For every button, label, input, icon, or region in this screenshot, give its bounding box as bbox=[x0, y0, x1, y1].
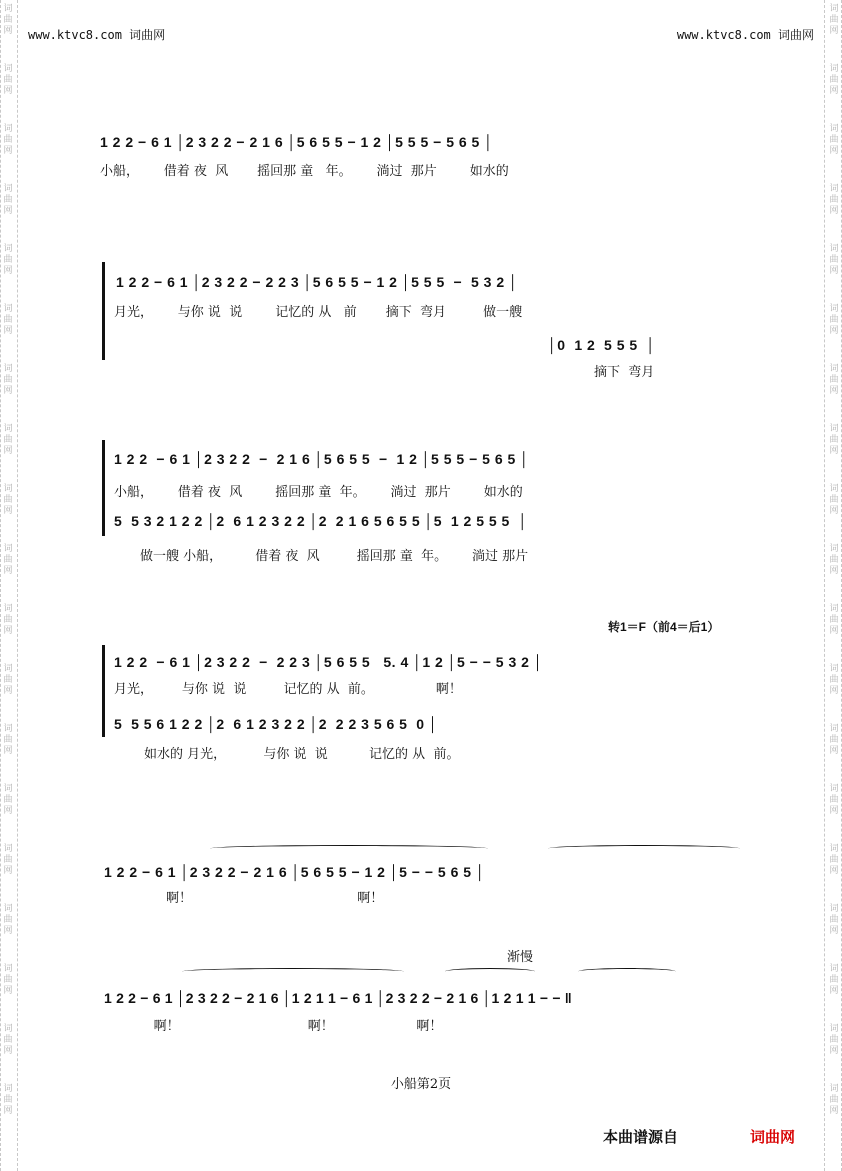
system-3-lyrics-lower: 做一艘 小船， 借着 夜 风 摇回那 童 年。 淌过 那片 bbox=[140, 549, 529, 564]
edge-watermark: 词 曲 网 bbox=[3, 904, 13, 936]
edge-watermark: 词 曲 网 bbox=[3, 244, 13, 276]
header-right[interactable]: www.ktvc8.com 词曲网 bbox=[676, 28, 814, 42]
edge-watermark: 词 曲 网 bbox=[3, 1084, 13, 1116]
edge-watermark: 词 曲 网 bbox=[3, 124, 13, 156]
edge-watermark: 词 曲 网 bbox=[829, 784, 839, 816]
slur-long-5 bbox=[578, 968, 676, 975]
edge-watermark: 词 曲 网 bbox=[829, 184, 839, 216]
edge-watermark: 词 曲 网 bbox=[3, 304, 13, 336]
system-2-lyrics: 月光， 与你 说 说 记忆的 从 前 摘下 弯月 做一艘 bbox=[114, 305, 523, 320]
edge-watermark: 词 曲 网 bbox=[829, 964, 839, 996]
edge-watermark: 词 曲 网 bbox=[3, 424, 13, 456]
source-site-link[interactable]: 词曲网 bbox=[750, 1128, 796, 1146]
system-6-notes: 1 2 2 − 6 1 │2 3 2 2 − 2 1 6 │1 2 1 1 − 6 1 │2 3 2 2 − 2 1 6 │1 2 1 1 − − ‖ bbox=[104, 990, 572, 1006]
edge-watermark: 词 曲 网 bbox=[3, 964, 13, 996]
edge-watermark: 词 曲 网 bbox=[829, 424, 839, 456]
system-4-lyrics: 月光， 与你 说 说 记忆的 从 前。 啊！ bbox=[114, 682, 462, 697]
edge-watermark: 词 曲 网 bbox=[3, 4, 13, 36]
system-4-notes-lower: 5 5 5 6 1 2 2 │2 6 1 2 3 2 2 │2 2 2 3 5 6 5 0 │ bbox=[114, 716, 439, 732]
system-4-lyrics-lower: 如水的 月光， 与你 说 说 记忆的 从 前。 bbox=[144, 747, 460, 762]
edge-watermark: 词 曲 网 bbox=[829, 244, 839, 276]
system-3-notes: 1 2 2 − 6 1 │2 3 2 2 − 2 1 6 │5 6 5 5 − 1 2 │5 5 5 − 5 6 5 │ bbox=[114, 451, 530, 467]
edge-watermark: 词 曲 网 bbox=[829, 484, 839, 516]
edge-watermark: 词 曲 网 bbox=[3, 604, 13, 636]
edge-watermark: 词 曲 网 bbox=[829, 364, 839, 396]
tempo-marking: 渐慢 bbox=[507, 950, 534, 965]
slur-long-2 bbox=[548, 845, 740, 852]
edge-watermark: 词 曲 网 bbox=[829, 664, 839, 696]
edge-watermark: 词 曲 网 bbox=[3, 724, 13, 756]
edge-watermark: 词 曲 网 bbox=[829, 544, 839, 576]
edge-watermark: 词 曲 网 bbox=[3, 784, 13, 816]
system-5-lyrics: 啊！ 啊！ bbox=[104, 891, 384, 906]
system-3-lyrics: 小船， 借着 夜 风 摇回那 童 年。 淌过 那片 如水的 bbox=[114, 485, 523, 500]
system-1-lyrics: 小船， 借着 夜 风 摇回那 童 年。 淌过 那片 如水的 bbox=[100, 164, 509, 179]
edge-watermark: 词 曲 网 bbox=[3, 1024, 13, 1056]
system-2-notes: 1 2 2 − 6 1 │2 3 2 2 − 2 2 3 │5 6 5 5 − 1 2 │5 5 5 − 5 3 2 │ bbox=[116, 274, 519, 290]
edge-watermark: 词 曲 网 bbox=[829, 844, 839, 876]
edge-watermark: 词 曲 网 bbox=[3, 184, 13, 216]
slur-long-1 bbox=[210, 845, 488, 852]
edge-watermark: 词 曲 网 bbox=[829, 304, 839, 336]
slur-long-3 bbox=[182, 968, 404, 975]
edge-watermark: 词 曲 网 bbox=[3, 484, 13, 516]
source-label: 本曲谱源自 bbox=[603, 1128, 679, 1146]
slur-long-4 bbox=[445, 968, 535, 975]
edge-watermark: 词 曲 网 bbox=[829, 4, 839, 36]
header-left[interactable]: www.ktvc8.com 词曲网 bbox=[28, 28, 166, 42]
system-2-bracket bbox=[102, 262, 105, 360]
system-3-bracket bbox=[102, 440, 105, 536]
system-2-lyrics-lower: 摘下 弯月 bbox=[594, 365, 655, 380]
edge-watermark: 词 曲 网 bbox=[829, 724, 839, 756]
edge-watermark: 词 曲 网 bbox=[829, 604, 839, 636]
page-footer: 小船第2页 bbox=[390, 1077, 452, 1092]
edge-watermark: 词 曲 网 bbox=[829, 1084, 839, 1116]
edge-watermark: 词 曲 网 bbox=[3, 844, 13, 876]
system-4-notes: 1 2 2 − 6 1 │2 3 2 2 − 2 2 3 │5 6 5 5 5. 4 │1 2 │5 − − 5 3 2 │ bbox=[114, 654, 544, 670]
edge-watermark: 词 曲 网 bbox=[829, 64, 839, 96]
system-1-notes: 1 2 2 − 6 1 │2 3 2 2 − 2 1 6 │5 6 5 5 − 1 2 │5 5 5 − 5 6 5 │ bbox=[100, 134, 494, 150]
system-3-notes-lower: 5 5 3 2 1 2 2 │2 6 1 2 3 2 2 │2 2 1 6 5 6 5 5 │5 1 2 5 5 5 │ bbox=[114, 513, 528, 529]
edge-watermark: 词 曲 网 bbox=[829, 1024, 839, 1056]
edge-watermark: 词 曲 网 bbox=[3, 64, 13, 96]
edge-watermark: 词 曲 网 bbox=[3, 664, 13, 696]
system-6-lyrics: 啊！ 啊！ 啊！ bbox=[104, 1019, 443, 1034]
system-5-notes: 1 2 2 − 6 1 │2 3 2 2 − 2 1 6 │5 6 5 5 − 1 2 │5 − − 5 6 5 │ bbox=[104, 864, 486, 880]
system-2-notes-lower: │0 1 2 5 5 5 │ bbox=[548, 337, 656, 353]
edge-watermark: 词 曲 网 bbox=[3, 544, 13, 576]
edge-watermark: 词 曲 网 bbox=[829, 124, 839, 156]
system-4-bracket bbox=[102, 645, 105, 737]
edge-watermark: 词 曲 网 bbox=[3, 364, 13, 396]
modulation-mark: 转1＝F（前4＝后1） bbox=[608, 620, 720, 634]
edge-watermark: 词 曲 网 bbox=[829, 904, 839, 936]
